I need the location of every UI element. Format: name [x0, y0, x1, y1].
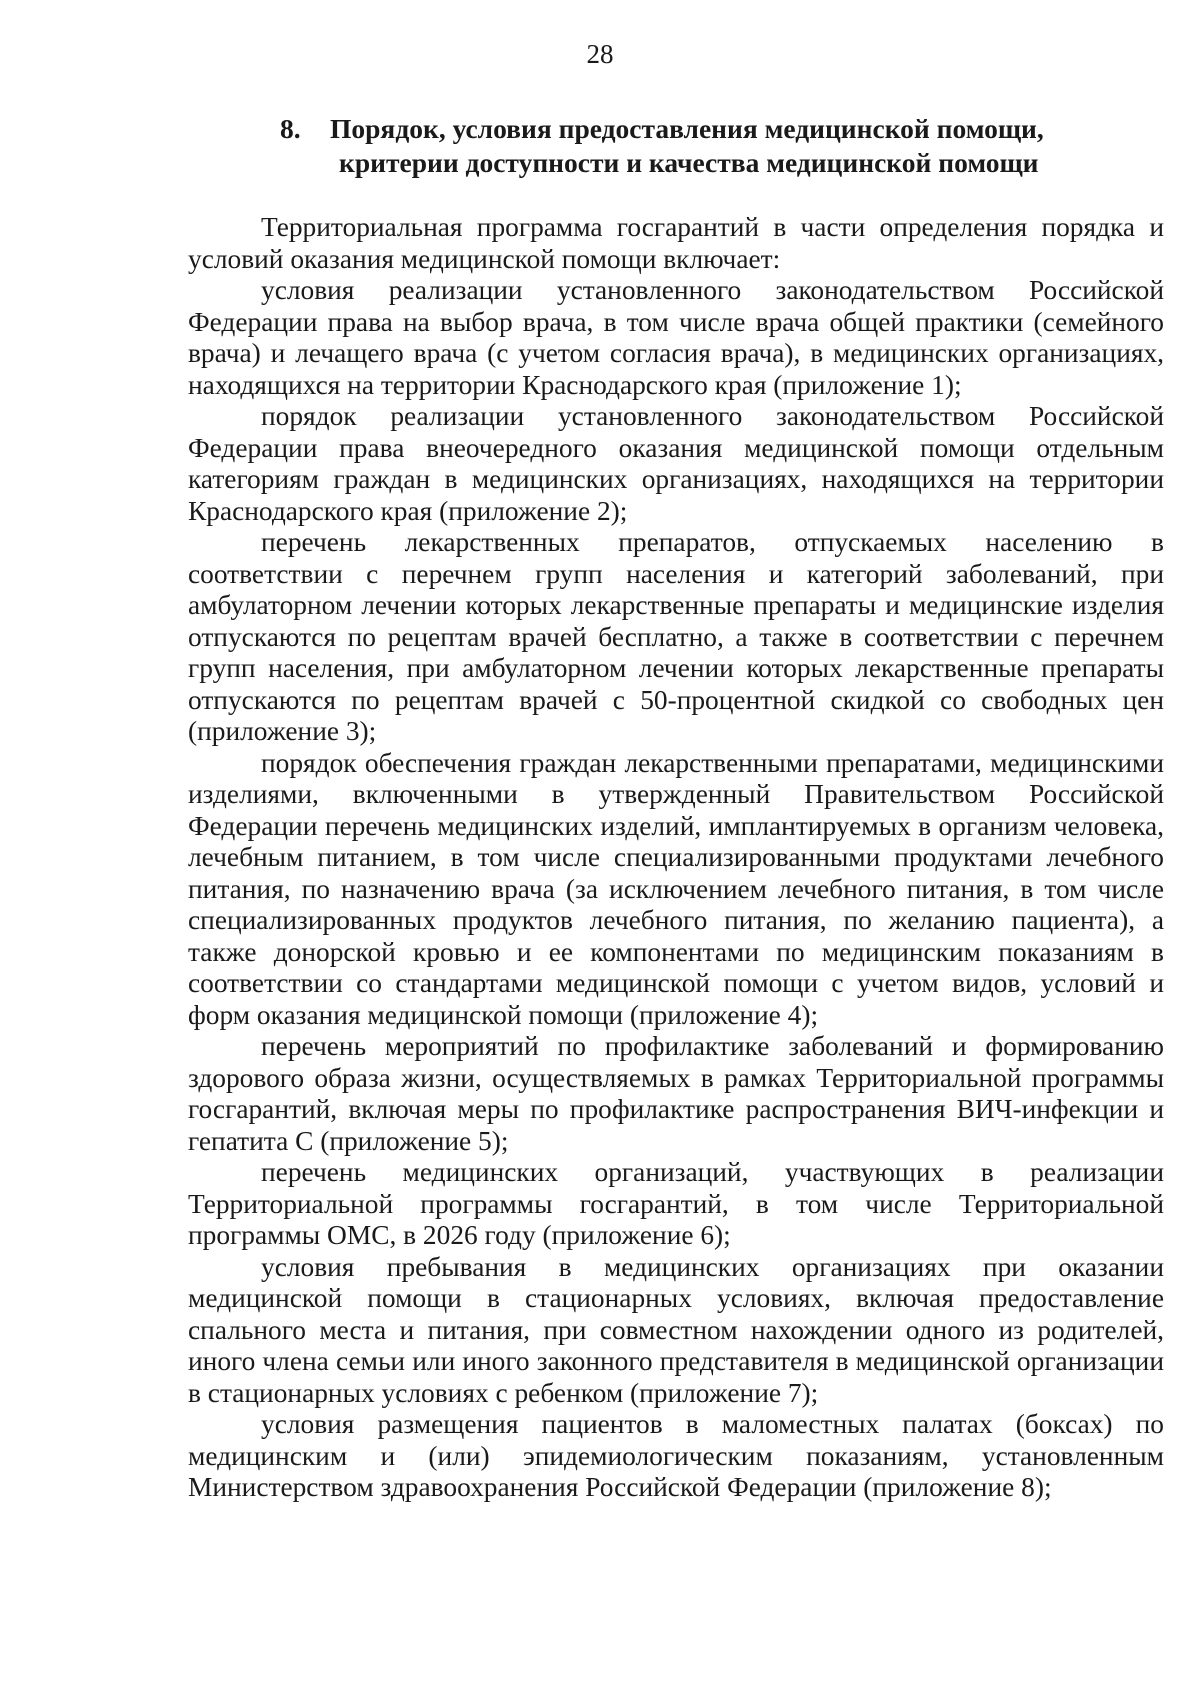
paragraph-list-item-8: условия размещения пациентов в маломестных палатах (боксах) по медицинским и (или) эпидемиологическим показаниям, установленным Министерством здравоохранения Российской Федерации (приложение 8);	[188, 1409, 1164, 1502]
paragraph-list-item-2: порядок реализации установленного законодательством Российской Федерации права внеочередного оказания медицинской помощи отдельным категориям граждан в медицинских организациях, находящихся на территории Краснодарского края (приложение 2);	[188, 401, 1164, 526]
section-title-part-1: Порядок, условия предоставления медицинской помощи,	[330, 113, 1044, 144]
paragraph-list-item-7: условия пребывания в медицинских организациях при оказании медицинской помощи в стационарных условиях, включая предоставление спального места и питания, при совместном нахождении одного из родителей, иного члена семьи или иного законного представителя в медицинской организации в стационарных условиях с ребенком (приложение 7);	[188, 1251, 1164, 1408]
paragraph-intro: Территориальная программа госгарантий в части определения порядка и условий оказания медицинской помощи включает:	[188, 212, 1164, 274]
paragraph-list-item-6: перечень медицинских организаций, участвующих в реализации Территориальной программы госгарантий, в том числе Территориальной программы ОМС, в 2026 году (приложение 6);	[188, 1157, 1164, 1250]
section-heading-line-2	[280, 146, 1100, 180]
section-heading-line-1	[280, 112, 1100, 146]
body-text	[188, 212, 1164, 1504]
section-number: 8.	[280, 113, 301, 144]
paragraph-list-item-4: порядок обеспечения граждан лекарственными препаратами, медицинскими изделиями, включенными в утвержденный Правительством Российской Федерации перечень медицинских изделий, имплантируемых в организм человека, лечебным питанием, в том числе специализированными продуктами лечебного питания, по назначению врача (за исключением лечебного питания, в том числе специализированных продуктов лечебного питания, по желанию пациента), а также донорской кровью и ее компонентами по медицинским показаниям в соответствии со стандартами медицинской помощи с учетом видов, условий и форм оказания медицинской помощи (приложение 4);	[188, 747, 1164, 1030]
paragraph-list-item-5: перечень мероприятий по профилактике заболеваний и формированию здорового образа жизни, осуществляемых в рамках Территориальной программы госгарантий, включая меры по профилактике распространения ВИЧ-инфекции и гепатита С (приложение 5);	[188, 1031, 1164, 1156]
section-heading	[280, 112, 1100, 180]
page-number: 28	[586, 39, 614, 69]
section-title-part-2: критерии доступности и качества медицинской помощи	[339, 147, 1039, 178]
paragraph-list-item-3: перечень лекарственных препаратов, отпускаемых населению в соответствии с перечнем групп населения и категорий заболеваний, при амбулаторном лечении которых лекарственные препараты и медицинские изделия отпускаются по рецептам врачей бесплатно, а также в соответствии с перечнем групп населения, при амбулаторном лечении которых лекарственные препараты отпускаются по рецептам врачей с 50-процентной скидкой со свободных цен (приложение 3);	[188, 527, 1164, 746]
paragraph-list-item-1: условия реализации установленного законодательством Российской Федерации права на выбор врача, в том числе врача общей практики (семейного врача) и лечащего врача (с учетом согласия врача), в медицинских организациях, находящихся на территории Краснодарского края (приложение 1);	[188, 275, 1164, 400]
